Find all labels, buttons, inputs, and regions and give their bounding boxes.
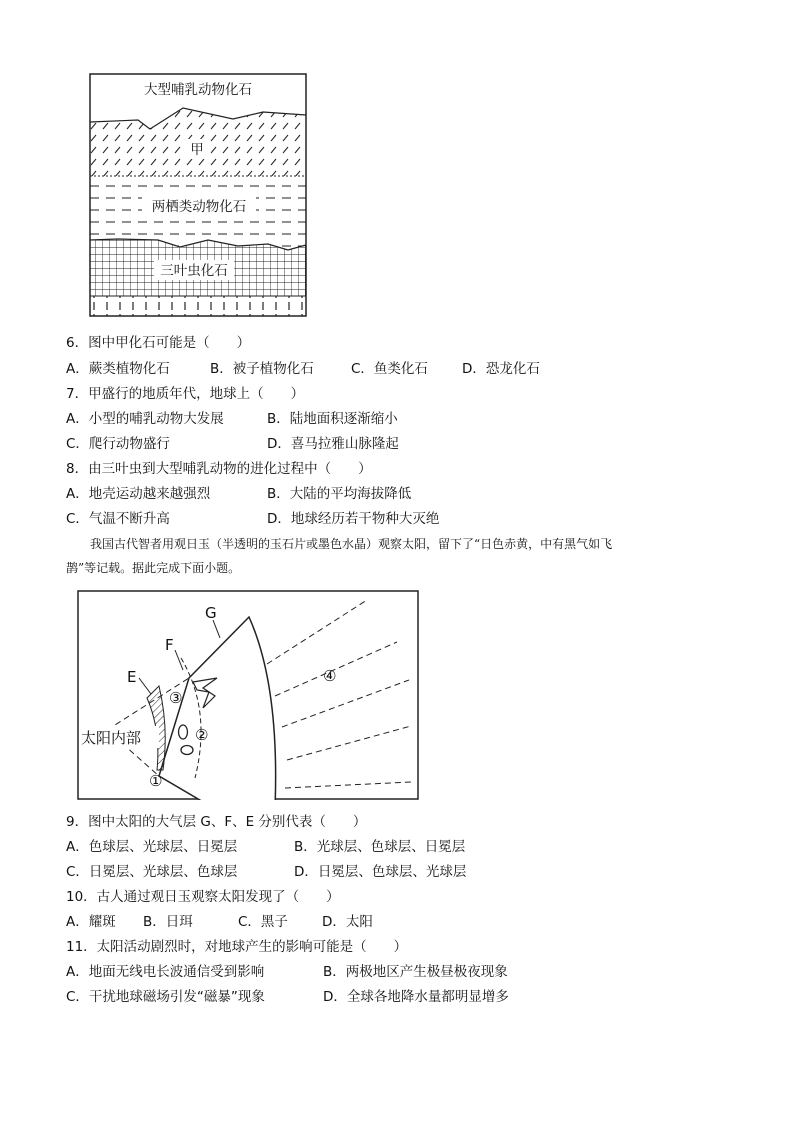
q10-option-c[interactable]: C．黑子 bbox=[238, 914, 288, 930]
q7-option-d[interactable]: D．喜马拉雅山脉隆起 bbox=[267, 436, 399, 452]
q11-option-b[interactable]: B．两极地区产生极昼极夜现象 bbox=[323, 964, 508, 980]
q8-stem: 8．由三叶虫到大型哺乳动物的进化过程中（ ） bbox=[66, 461, 372, 477]
q8-option-a[interactable]: A．地壳运动越来越强烈 bbox=[66, 486, 211, 502]
q6-option-a[interactable]: A．蕨类植物化石 bbox=[66, 361, 170, 377]
sun-structure-figure bbox=[77, 590, 419, 800]
label-large-mammal: 大型哺乳动物化石 bbox=[144, 82, 252, 98]
label-jia: 甲 bbox=[190, 142, 204, 158]
intro-paragraph bbox=[66, 532, 731, 580]
label-E: E bbox=[127, 668, 137, 686]
q9-option-a[interactable]: A．色球层、光球层、日冕层 bbox=[66, 839, 238, 855]
q9-option-d[interactable]: D．日冕层、色球层、光球层 bbox=[294, 864, 467, 880]
q11-stem: 11．太阳活动剧烈时，对地球产生的影响可能是（ ） bbox=[66, 939, 408, 955]
q6-option-c[interactable]: C．鱼类化石 bbox=[351, 361, 428, 377]
q6-option-d[interactable]: D．恐龙化石 bbox=[462, 361, 540, 377]
q7-stem: 7．甲盛行的地质年代，地球上（ ） bbox=[66, 386, 305, 402]
q6-option-b[interactable]: B．被子植物化石 bbox=[210, 361, 314, 377]
q7-option-b[interactable]: B．陆地面积逐渐缩小 bbox=[267, 411, 398, 427]
q9-stem: 9．图中太阳的大气层 G、F、E 分别代表（ ） bbox=[66, 814, 367, 830]
q10-option-a[interactable]: A．耀斑 bbox=[66, 914, 116, 930]
q10-option-b[interactable]: B．日珥 bbox=[143, 914, 193, 930]
q7-option-a[interactable]: A．小型的哺乳动物大发展 bbox=[66, 411, 224, 427]
label-1: ① bbox=[149, 772, 163, 790]
label-3: ③ bbox=[169, 689, 183, 707]
intro-line-2: 鹊”等记载。据此完成下面小题。 bbox=[66, 561, 241, 575]
q8-option-b[interactable]: B．大陆的平均海拔降低 bbox=[267, 486, 412, 502]
q11-option-c[interactable]: C．干扰地球磁场引发“磁暴”现象 bbox=[66, 989, 265, 1005]
strata-figure bbox=[88, 72, 308, 318]
q10-stem: 10．古人通过观日玉观察太阳发现了（ ） bbox=[66, 889, 340, 905]
q11-option-d[interactable]: D．全球各地降水量都明显增多 bbox=[323, 989, 509, 1005]
label-4: ④ bbox=[323, 667, 337, 685]
q8-option-c[interactable]: C．气温不断升高 bbox=[66, 511, 170, 527]
label-2: ② bbox=[195, 726, 209, 744]
q10-option-d[interactable]: D．太阳 bbox=[322, 914, 373, 930]
label-sun-interior: 太阳内部 bbox=[81, 729, 142, 747]
label-G: G bbox=[205, 604, 217, 622]
q9-option-b[interactable]: B．光球层、色球层、日冕层 bbox=[294, 839, 466, 855]
q9-option-c[interactable]: C．日冕层、光球层、色球层 bbox=[66, 864, 238, 880]
label-amphibian: 两栖类动物化石 bbox=[151, 199, 247, 215]
label-F: F bbox=[165, 636, 174, 654]
label-trilobite: 三叶虫化石 bbox=[160, 263, 228, 279]
intro-line-1: 我国古代智者用观日玉（半透明的玉石片或墨色水晶）观察太阳，留下了“日色赤黄，中有黑气如飞 bbox=[90, 537, 613, 551]
q11-option-a[interactable]: A．地面无线电长波通信受到影响 bbox=[66, 964, 265, 980]
q7-option-c[interactable]: C．爬行动物盛行 bbox=[66, 436, 170, 452]
q8-option-d[interactable]: D．地球经历若干物种大灭绝 bbox=[267, 511, 440, 527]
q6-stem: 6．图中甲化石可能是（ ） bbox=[66, 335, 251, 351]
sunspot-1 bbox=[179, 725, 188, 739]
sunspot-2 bbox=[181, 746, 193, 755]
layer-bottom bbox=[90, 296, 306, 316]
